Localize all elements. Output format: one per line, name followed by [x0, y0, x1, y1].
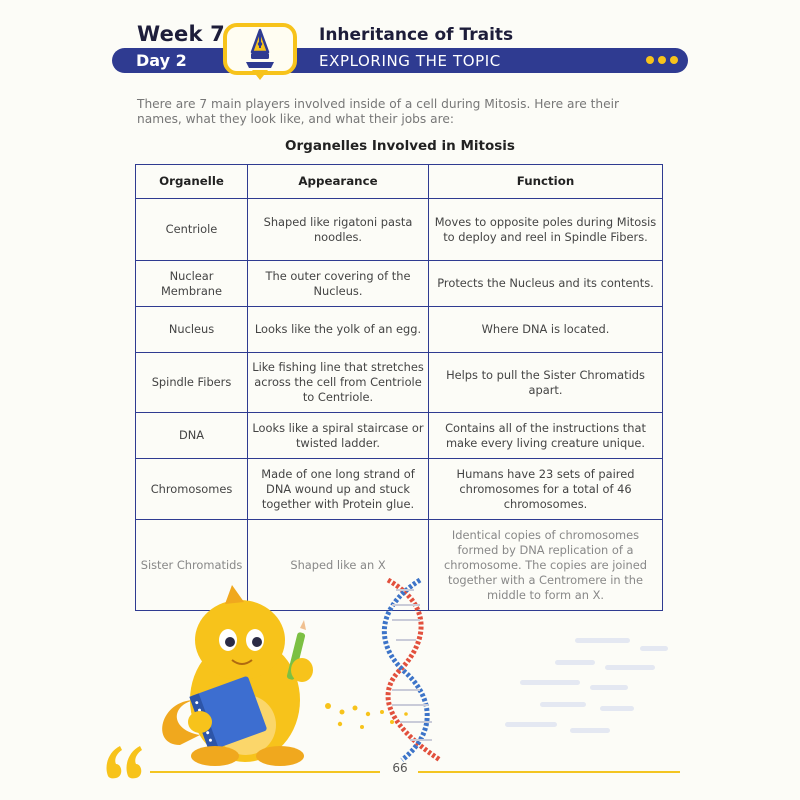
- mascot-illustration: [162, 585, 313, 766]
- table-row: [136, 413, 663, 459]
- appearance-cell: Looks like a spiral staircase or twisted ladder.: [248, 413, 429, 459]
- table-row: [136, 353, 663, 413]
- appearance-cell: Shaped like rigatoni pasta noodles.: [248, 199, 429, 261]
- function-cell: Helps to pull the Sister Chromatids apart.: [429, 353, 663, 413]
- table-row: [136, 261, 663, 307]
- function-cell: Protects the Nucleus and its contents.: [429, 261, 663, 307]
- organelle-cell: DNA: [136, 413, 248, 459]
- banner-dots: [646, 56, 678, 64]
- appearance-cell: Looks like the yolk of an egg.: [248, 307, 429, 353]
- function-cell: Where DNA is located.: [429, 307, 663, 353]
- function-cell: Identical copies of chromosomes formed by DNA replication of a chromosome. The copies are joined together with a Centromere in the middle to form an X.: [429, 520, 663, 611]
- organelle-cell: Centriole: [136, 199, 248, 261]
- organelle-cell: Sister Chromatids: [136, 520, 248, 611]
- table-row: [136, 199, 663, 261]
- week-label: Week 7: [137, 22, 225, 46]
- dna-helix-icon: [384, 580, 440, 760]
- day-label: Day 2: [136, 51, 187, 70]
- page-title: Inheritance of Traits: [319, 25, 514, 45]
- page-number: 66: [392, 761, 408, 775]
- table-row: [136, 459, 663, 520]
- appearance-cell: Like fishing line that stretches across the cell from Centriole to Centriole.: [248, 353, 429, 413]
- table-title: Organelles Involved in Mitosis: [285, 138, 515, 154]
- appearance-cell: Shaped like an X: [248, 520, 429, 611]
- footer-line-right: [418, 771, 680, 773]
- organelles-table: [135, 164, 663, 611]
- intro-paragraph: There are 7 main players involved inside of a cell during Mitosis. Here are their names, what they look like, and what their jobs are:: [137, 97, 620, 126]
- function-cell: Contains all of the instructions that make every living creature unique.: [429, 413, 663, 459]
- decorative-lines: [505, 638, 668, 733]
- footer-line-left: [150, 771, 380, 773]
- table-row: [136, 307, 663, 353]
- column-header: Organelle: [136, 165, 248, 199]
- column-header: Function: [429, 165, 663, 199]
- appearance-cell: Made of one long strand of DNA wound up and stuck together with Protein glue.: [248, 459, 429, 520]
- organelle-cell: Chromosomes: [136, 459, 248, 520]
- column-header: Appearance: [248, 165, 429, 199]
- appearance-cell: The outer covering of the Nucleus.: [248, 261, 429, 307]
- organelle-cell: Spindle Fibers: [136, 353, 248, 413]
- quote-icon: [104, 742, 148, 782]
- function-cell: Moves to opposite poles during Mitosis to deploy and reel in Spindle Fibers.: [429, 199, 663, 261]
- pen-badge-icon: [222, 22, 298, 80]
- function-cell: Humans have 23 sets of paired chromosomes for a total of 46 chromosomes.: [429, 459, 663, 520]
- organelle-cell: Nucleus: [136, 307, 248, 353]
- page-subtitle: EXPLORING THE TOPIC: [319, 52, 501, 70]
- table-header-row: [136, 165, 663, 199]
- organelle-cell: Nuclear Membrane: [136, 261, 248, 307]
